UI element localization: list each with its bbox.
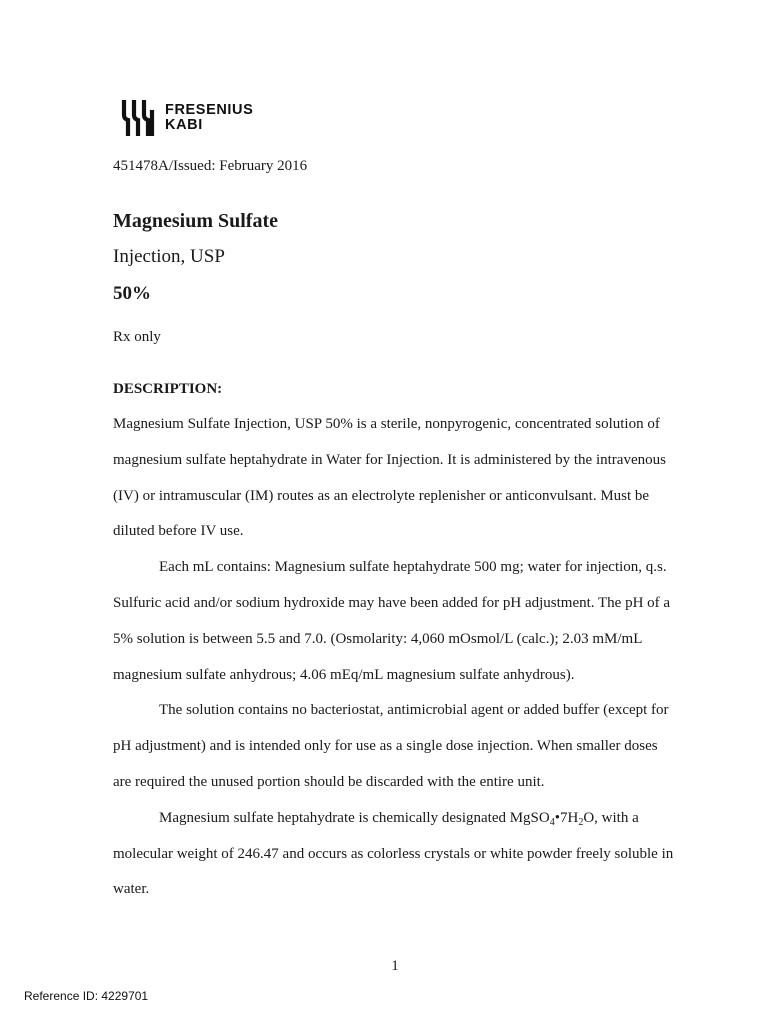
logo-line-1: FRESENIUS	[165, 102, 254, 118]
description-line: water.	[113, 881, 150, 898]
description-line: Sulfuric acid and/or sodium hydroxide may have been added for pH adjustment. The pH of a	[113, 594, 671, 611]
logo-line-2: KABI	[165, 117, 203, 133]
chemical-formula-line	[113, 801, 683, 837]
rx-only-label: Rx only	[113, 329, 161, 345]
description-line: (IV) or intramuscular (IM) routes as an electrolyte replenisher or anticonvulsant. Must be	[113, 487, 650, 504]
description-line: 5% solution is between 5.5 and 7.0. (Osmolarity: 4,060 mOsmol/L (calc.); 2.03 mM/mL	[113, 630, 643, 647]
description-heading: DESCRIPTION:	[113, 381, 223, 397]
fresenius-kabi-logo-mark-icon	[121, 98, 155, 138]
description-line: are required the unused portion should be discarded with the entire unit.	[113, 773, 545, 790]
issue-line: 451478A/Issued: February 2016	[113, 158, 308, 174]
description-line: The solution contains no bacteriostat, antimicrobial agent or added buffer (except for	[159, 702, 669, 719]
formula-text-before: Magnesium sulfate heptahydrate is chemically designated MgSO	[159, 809, 550, 826]
description-body	[113, 407, 683, 908]
description-line: Each mL contains: Magnesium sulfate heptahydrate 500 mg; water for injection, q.s.	[159, 559, 667, 576]
page-number: 1	[391, 958, 399, 974]
description-line: magnesium sulfate heptahydrate in Water for Injection. It is administered by the intravenous	[113, 451, 666, 468]
logo-wordmark	[165, 103, 253, 133]
document-subtitle: Injection, USP	[113, 246, 225, 267]
document-title: Magnesium Sulfate	[113, 210, 278, 232]
formula-text-mid: •7H	[554, 809, 579, 826]
fresenius-kabi-logo	[121, 98, 253, 138]
formula-text-after: O, with a	[583, 809, 639, 826]
description-line: molecular weight of 246.47 and occurs as colorless crystals or white powder freely soluble in	[113, 845, 674, 862]
strength-label: 50%	[113, 283, 151, 304]
formula-subscript-2: 2	[578, 816, 584, 828]
description-line: pH adjustment) and is intended only for use as a single dose injection. When smaller doses	[113, 738, 658, 755]
description-line: magnesium sulfate anhydrous; 4.06 mEq/mL magnesium sulfate anhydrous).	[113, 666, 575, 683]
description-line: diluted before IV use.	[113, 523, 244, 540]
description-line: Magnesium Sulfate Injection, USP 50% is a sterile, nonpyrogenic, concentrated solution of	[113, 416, 660, 432]
reference-id: Reference ID: 4229701	[24, 989, 149, 1003]
formula-subscript-4: 4	[549, 816, 555, 828]
